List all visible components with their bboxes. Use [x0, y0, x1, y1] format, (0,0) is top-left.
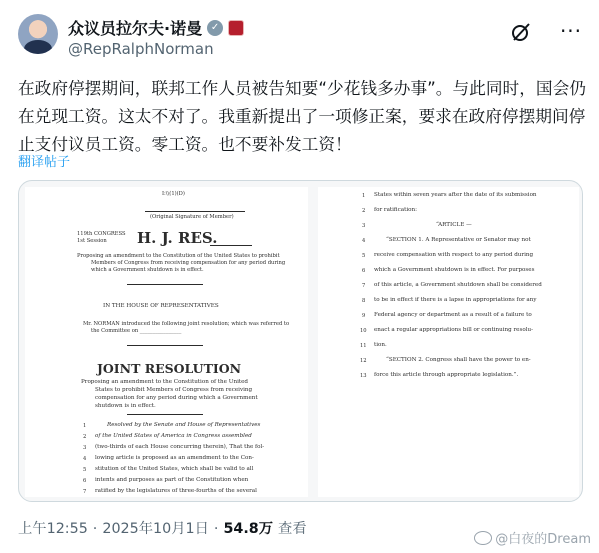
doc-session: 1st Session: [77, 238, 107, 244]
doc-body-line: States within seven years after the date of its submission: [374, 192, 537, 198]
doc-congress: 119th CONGRESS: [77, 231, 126, 237]
line-number: 8: [362, 298, 366, 304]
doc-body-line: “ARTICLE —: [436, 222, 472, 228]
document-page-right: [318, 187, 579, 497]
author-handle[interactable]: @RepRalphNorman: [68, 40, 214, 58]
doc-intro-line: the Committee on ________________: [91, 328, 182, 334]
doc-body-line: of this article, a Government shutdown shall be considered: [374, 282, 542, 288]
views-label: 查看: [278, 521, 307, 537]
line-number: 1: [362, 193, 366, 199]
line-number: 5: [83, 467, 87, 473]
line-number: 11: [360, 343, 367, 349]
doc-intro-line: Mr. NORMAN introduced the following joint resolution; which was referred to: [83, 321, 290, 327]
post-header: [18, 10, 583, 62]
doc-body-line: “SECTION 1. A Representative or Senator may not: [386, 237, 531, 243]
line-number: 5: [362, 253, 366, 259]
signature-rule: [145, 211, 245, 212]
views-count: 54.8万: [223, 521, 274, 537]
doc-header-id: I:\\(1)(D): [162, 191, 185, 197]
more-options-icon[interactable]: ···: [559, 19, 583, 43]
line-number: 4: [83, 456, 87, 462]
line-number: 7: [83, 489, 87, 495]
post-media[interactable]: [18, 180, 583, 502]
verified-badge-icon: ✓: [207, 20, 223, 36]
line-number: 3: [362, 223, 366, 229]
divider-rule: [127, 345, 203, 346]
doc-proposing-line: Members of Congress from receiving compensation for any period during: [91, 260, 286, 266]
weibo-icon: [474, 531, 492, 545]
separator: ·: [213, 521, 219, 537]
line-number: 3: [83, 445, 87, 451]
doc-proposing-line: Proposing an amendment to the Constitution of the United States to prohibit: [77, 253, 280, 259]
line-number: 6: [83, 478, 87, 484]
doc-house-heading: IN THE HOUSE OF REPRESENTATIVES: [103, 303, 219, 309]
doc-summary-line: compensation for any period during which a Government: [95, 395, 258, 401]
line-number: 2: [83, 434, 87, 440]
doc-body-line: lowing article is proposed as an amendment to the Con-: [95, 455, 254, 461]
doc-body-line: for ratification:: [374, 207, 418, 213]
line-number: 1: [83, 423, 87, 429]
doc-proposing-line: which a Government shutdown is in effect.: [91, 267, 204, 273]
post-time[interactable]: 上午12:55: [18, 521, 88, 537]
doc-body-line: to be in effect if there is a lapse in appropriations for any: [374, 297, 537, 303]
doc-body-line: (two-thirds of each House concurring therein), That the fol-: [95, 444, 265, 450]
doc-summary-line: States to prohibit Members of Congress from receiving: [95, 387, 253, 393]
doc-body-line: which a Government shutdown is in effect. For purposes: [374, 267, 535, 273]
doc-measure: H. J. RES.: [137, 229, 218, 247]
doc-body-line: intents and purposes as part of the Constitution when: [95, 477, 249, 483]
avatar[interactable]: [18, 14, 58, 54]
doc-body-line: stitution of the United States, which shall be valid to all: [95, 466, 254, 472]
line-number: 6: [362, 268, 366, 274]
divider-rule: [127, 414, 203, 415]
flag-icon: [228, 20, 244, 36]
doc-body-line: Federal agency or department as a result of a failure to: [374, 312, 532, 318]
line-number: 7: [362, 283, 366, 289]
author-display-name[interactable]: 众议员拉尔夫·诺曼: [68, 19, 203, 38]
post-metadata: [18, 518, 307, 538]
line-number: 4: [362, 238, 366, 244]
line-number: 12: [360, 358, 367, 364]
doc-body-line: Resolved by the Senate and House of Representatives: [107, 422, 261, 428]
grok-icon[interactable]: [509, 20, 533, 44]
line-number: 2: [362, 208, 366, 214]
line-number: 10: [360, 328, 367, 334]
line-number: 13: [360, 373, 367, 379]
doc-summary-line: shutdown is in effect.: [95, 403, 156, 409]
doc-title: JOINT RESOLUTION: [97, 361, 242, 376]
doc-body-line: ratified by the legislatures of three-fourths of the several: [95, 488, 257, 494]
post-text: 在政府停摆期间，联邦工作人员被告知要“少花钱多办事”。与此同时，国会仍在兑现工资。这太不对了。我重新提出了一项修正案，要求在政府停摆期间停止支付议员工资。零工资。也不要补发工资！: [18, 78, 586, 154]
doc-summary-line: Proposing an amendment to the Constitution of the United: [81, 379, 248, 385]
post-date[interactable]: 2025年10月1日: [102, 521, 209, 537]
doc-body-line: enact a regular appropriations bill or continuing resolu-: [374, 327, 533, 333]
author-name-row: [68, 16, 244, 39]
doc-body-line: of the United States of America in Congress assembled: [95, 433, 252, 439]
line-number: 9: [362, 313, 366, 319]
document-page-left: [25, 187, 308, 497]
divider-rule: [127, 284, 203, 285]
measure-rule: [210, 245, 252, 246]
watermark: [474, 528, 591, 547]
doc-body-line: tion.: [374, 342, 387, 348]
translate-post-link[interactable]: 翻译帖子: [18, 155, 71, 170]
doc-body-line: force this article through appropriate legislation.”.: [374, 372, 519, 378]
separator: ·: [92, 521, 98, 537]
doc-signature-line: (Original Signature of Member): [150, 214, 234, 220]
watermark-text: @白夜的Dream: [495, 532, 591, 547]
doc-body-line: “SECTION 2. Congress shall have the power to en-: [386, 357, 531, 363]
doc-body-line: receive compensation with respect to any period during: [374, 252, 534, 258]
